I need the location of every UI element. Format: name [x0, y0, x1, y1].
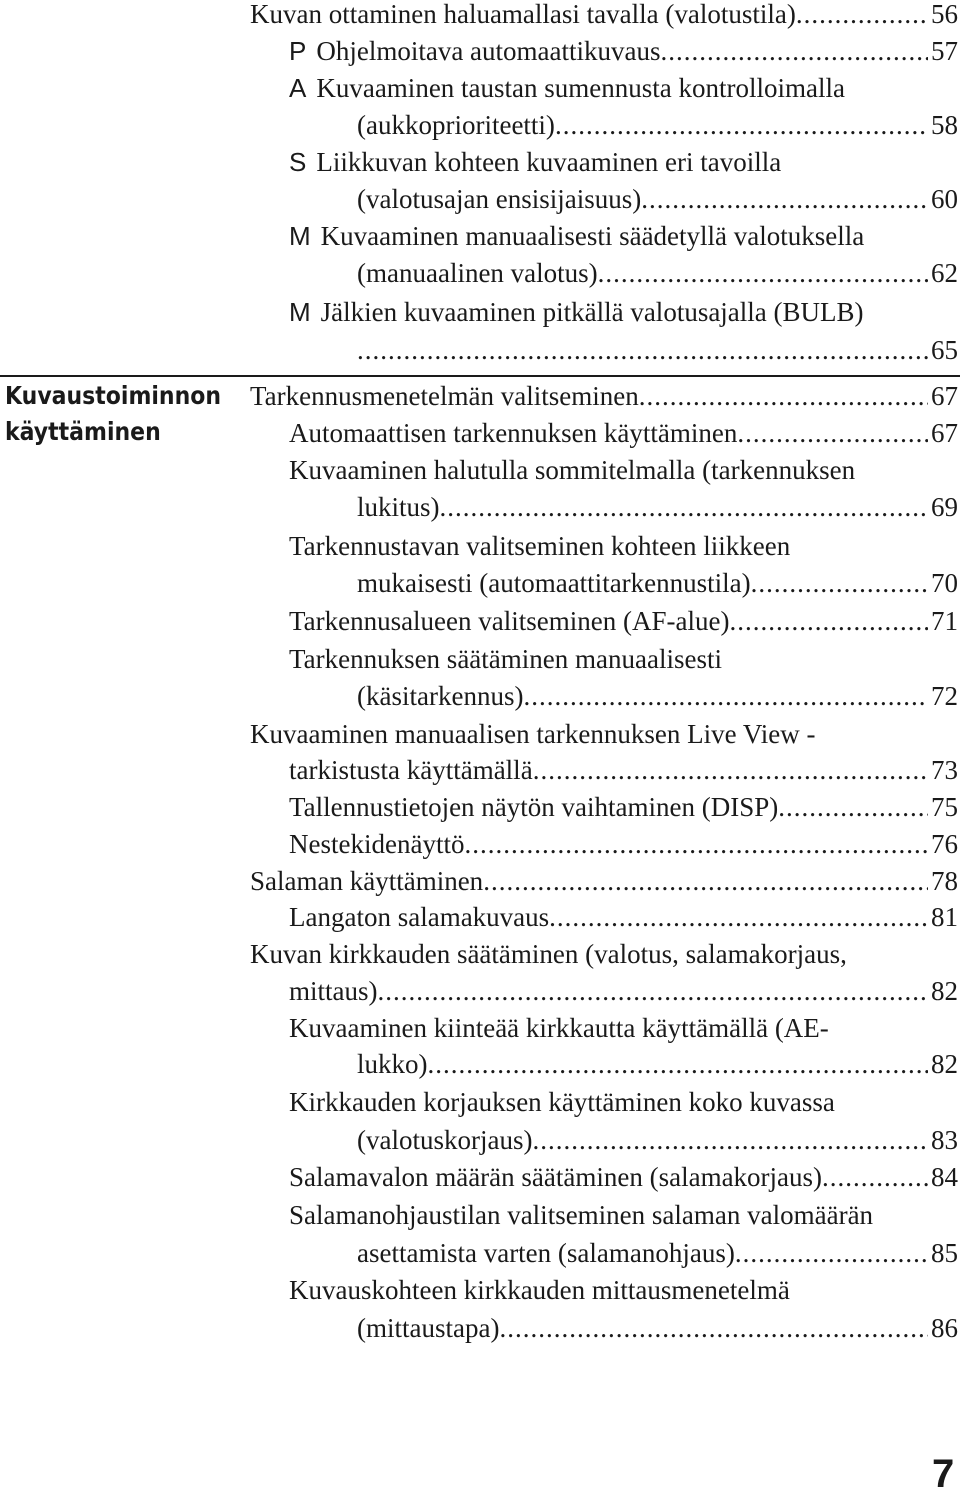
toc-entry[interactable]: Kuvaaminen manuaalisen tarkennuksen Live View -: [250, 719, 816, 749]
toc-entry-continuation[interactable]: lukitus) ..... 69: [357, 488, 958, 526]
toc-entry-continuation[interactable]: mukaisesti (automaattitarkennustila) ..... 70: [357, 564, 958, 602]
page-ref: 75: [931, 792, 958, 822]
toc-entry-continuation[interactable]: mittaus) ..... 82: [289, 972, 958, 1010]
toc-entry-continuation[interactable]: (käsitarkennus) ..... 72: [357, 677, 958, 715]
page-ref: 78: [931, 866, 958, 896]
page-ref: 58: [931, 110, 958, 140]
toc-entry[interactable]: Kuvaaminen kiinteää kirkkautta käyttämällä (AE-: [289, 1013, 829, 1043]
exposure-mode-icon: M: [289, 297, 311, 327]
toc-entry-continuation[interactable]: (aukkoprioriteetti) ..... 58: [357, 106, 958, 144]
toc-entry[interactable]: Kuvan kirkkauden säätäminen (valotus, salamakorjaus,: [250, 939, 847, 969]
page-ref: 71: [931, 606, 958, 636]
page-ref: 82: [931, 1049, 958, 1079]
toc-entry-continuation[interactable]: (manuaalinen valotus) ..... 62: [357, 254, 958, 292]
page-ref: 67: [931, 418, 958, 448]
toc-entry[interactable]: Tallennustietojen näytön vaihtaminen (DISP) ..... 75: [289, 788, 958, 826]
toc-entry[interactable]: Automaattisen tarkennuksen käyttäminen ..... 67: [289, 414, 958, 452]
page-ref: 70: [931, 568, 958, 598]
toc-entry[interactable]: Salamanohjaustilan valitseminen salaman valomäärän: [289, 1200, 874, 1230]
toc-entry[interactable]: Kuvan ottaminen haluamallasi tavalla (valotustila) ..... 56: [250, 0, 958, 33]
page-ref: 60: [931, 184, 958, 214]
toc-entry[interactable]: Tarkennusalueen valitseminen (AF-alue) ..... 71: [289, 602, 958, 640]
page-ref: 82: [931, 976, 958, 1006]
exposure-mode-icon: S: [289, 147, 307, 177]
toc-entry[interactable]: Tarkennuksen säätäminen manuaalisesti: [289, 644, 722, 674]
page-ref: 85: [931, 1238, 958, 1268]
toc-entry-continuation[interactable]: asettamista varten (salamanohjaus) ..... 85: [357, 1234, 958, 1272]
toc-entry[interactable]: P Ohjelmoitava automaattikuvaus ..... 57: [289, 32, 958, 70]
page-ref: 65: [931, 335, 958, 365]
exposure-mode-icon: M: [289, 221, 311, 251]
exposure-mode-icon: P: [289, 36, 307, 66]
section-heading-line: Kuvaustoiminnon: [5, 381, 222, 410]
section-heading-line: käyttäminen: [5, 417, 161, 446]
page-ref: 56: [931, 0, 958, 29]
exposure-mode-icon: A: [289, 73, 307, 103]
toc-entry-continuation[interactable]: (valotusajan ensisijaisuus) ..... 60: [357, 180, 958, 218]
toc-entry[interactable]: Salaman käyttäminen ..... 78: [250, 862, 958, 900]
page-ref: 69: [931, 492, 958, 522]
toc-entry[interactable]: Tarkennustavan valitseminen kohteen liikkeen: [289, 531, 791, 561]
page-ref: 76: [931, 829, 958, 859]
toc-entry-continuation[interactable]: (valotuskorjaus) ..... 83: [357, 1121, 958, 1159]
toc-entry-continuation[interactable]: (mittaustapa) ..... 86: [357, 1309, 958, 1347]
toc-entry[interactable]: A Kuvaaminen taustan sumennusta kontrolloimalla: [289, 69, 958, 107]
toc-entry[interactable]: Tarkennusmenetelmän valitseminen ..... 67: [250, 377, 958, 415]
page-number: 7: [932, 1452, 955, 1496]
page-ref: 67: [931, 381, 958, 411]
page-ref: 73: [931, 755, 958, 785]
page-ref: 57: [931, 36, 958, 66]
toc-entry[interactable]: Kuvaaminen halutulla sommitelmalla (tarkennuksen: [289, 455, 856, 485]
toc-entry[interactable]: Nestekidenäyttö ..... 76: [289, 825, 958, 863]
page-ref: 81: [931, 902, 958, 932]
toc-entry[interactable]: M Jälkien kuvaaminen pitkällä valotusajalla (BULB): [289, 293, 958, 331]
toc-entry-continuation[interactable]: tarkistusta käyttämällä ..... 73: [289, 751, 958, 789]
toc-entry[interactable]: M Kuvaaminen manuaalisesti säädetyllä valotuksella: [289, 217, 958, 255]
toc-entry-continuation[interactable]: lukko) ..... 82: [357, 1045, 958, 1083]
page-ref: 83: [931, 1125, 958, 1155]
toc-entry[interactable]: Kuvauskohteen kirkkauden mittausmenetelmä: [289, 1275, 790, 1305]
toc-entry[interactable]: Salamavalon määrän säätäminen (salamakorjaus) ..... 84: [289, 1158, 958, 1196]
toc-entry-continuation[interactable]: [357, 331, 958, 369]
page-ref: 72: [931, 681, 958, 711]
section-heading: [5, 378, 221, 450]
page-ref: 84: [931, 1162, 958, 1192]
page-ref: 62: [931, 258, 958, 288]
toc-entry[interactable]: S Liikkuvan kohteen kuvaaminen eri tavoilla: [289, 143, 958, 181]
page-ref: 86: [931, 1313, 958, 1343]
toc-entry[interactable]: Kirkkauden korjauksen käyttäminen koko kuvassa: [289, 1087, 835, 1117]
toc-entry[interactable]: Langaton salamakuvaus ..... 81: [289, 898, 958, 936]
